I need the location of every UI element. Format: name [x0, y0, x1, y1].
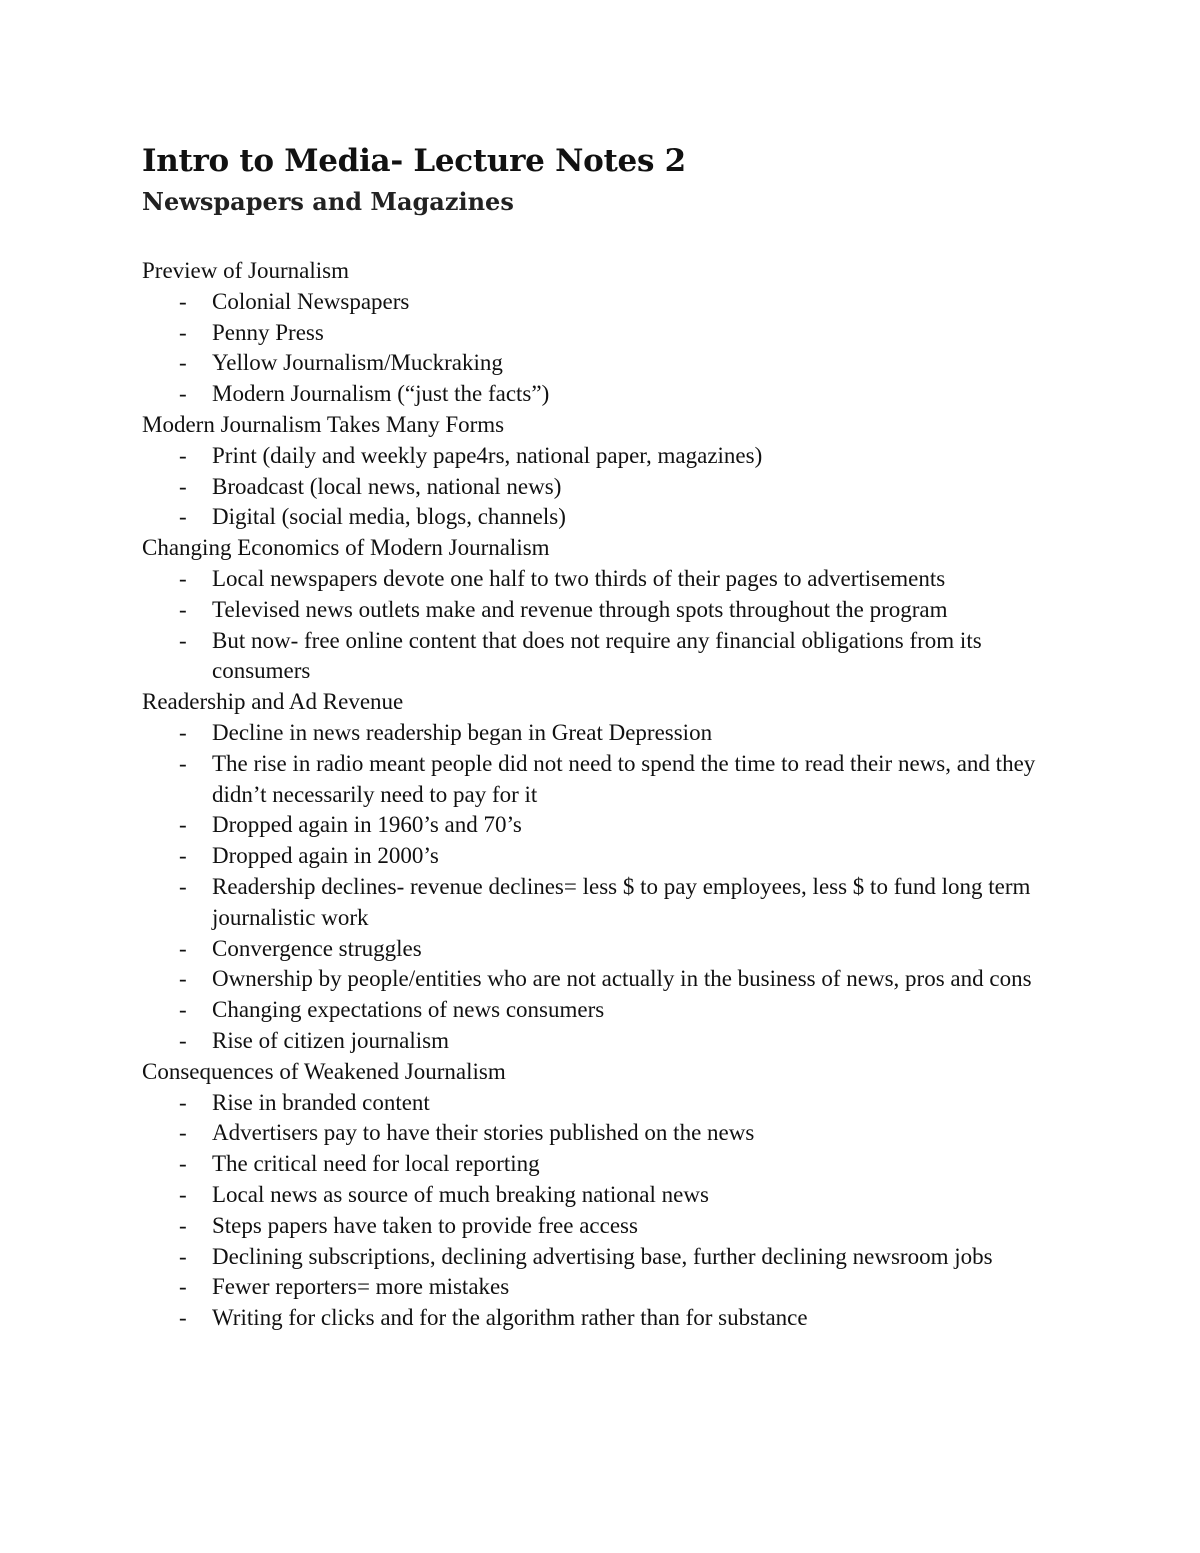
list-item: [142, 810, 1072, 841]
bullet-dash: -: [179, 1181, 187, 1207]
list-item-text: Yellow Journalism/Muckraking: [212, 350, 503, 376]
bullet-dash: -: [179, 381, 187, 407]
list-item-text: Steps papers have taken to provide free access: [212, 1212, 638, 1238]
list-item: [142, 1088, 1072, 1119]
list-item: [142, 595, 1072, 626]
document-subtitle: Newspapers and Magazines: [142, 187, 514, 216]
bullet-dash: -: [179, 627, 187, 653]
list-item-text: Colonial Newspapers: [212, 288, 410, 314]
section-heading: Preview of Journalism: [142, 258, 349, 283]
notes-body: [142, 256, 1072, 1334]
list-item-text: Changing expectations of news consumers: [212, 997, 605, 1023]
list-item-text: Local news as source of much breaking national news: [212, 1181, 709, 1207]
list-item: [142, 379, 1072, 410]
notes-section: [142, 533, 1072, 687]
list-item-text: The rise in radio meant people did not need to spend the time to read their news, and they didn’t necessarily need to pay for it: [212, 750, 1036, 807]
list-item-text: Rise of citizen journalism: [212, 1027, 449, 1053]
list-item: [142, 472, 1072, 503]
bullet-dash: -: [179, 1305, 187, 1331]
list-item-text: Convergence struggles: [212, 935, 422, 961]
bullet-dash: -: [179, 812, 187, 838]
list-item-text: Dropped again in 2000’s: [212, 843, 439, 869]
bullet-dash: -: [179, 966, 187, 992]
list-item: [142, 841, 1072, 872]
notes-section: [142, 1057, 1072, 1334]
notes-section: [142, 687, 1072, 1057]
bullet-list: [142, 1088, 1072, 1334]
bullet-dash: -: [179, 1274, 187, 1300]
list-item-text: Ownership by people/entities who are not actually in the business of news, pros and cons: [212, 966, 1032, 992]
bullet-list: [142, 441, 1072, 533]
list-item: [142, 1149, 1072, 1180]
list-item: [142, 872, 1072, 934]
list-item: [142, 1118, 1072, 1149]
bullet-dash: -: [179, 843, 187, 869]
bullet-dash: -: [179, 319, 187, 345]
bullet-dash: -: [179, 1151, 187, 1177]
section-heading: Readership and Ad Revenue: [142, 689, 404, 715]
bullet-dash: -: [179, 1212, 187, 1238]
document-title: Intro to Media- Lecture Notes 2: [142, 143, 686, 179]
bullet-dash: -: [179, 565, 187, 591]
bullet-dash: -: [179, 997, 187, 1023]
list-item: [142, 964, 1072, 995]
list-item-text: Rise in branded content: [212, 1089, 430, 1115]
list-item-text: Broadcast (local news, national news): [212, 473, 562, 499]
list-item-text: Local newspapers devote one half to two thirds of their pages to advertisements: [212, 565, 946, 591]
list-item: [142, 502, 1072, 533]
list-item: [142, 318, 1072, 349]
notes-section: [142, 410, 1072, 533]
list-item-text: Print (daily and weekly pape4rs, national paper, magazines): [212, 442, 763, 468]
list-item-text: Fewer reporters= more mistakes: [212, 1274, 510, 1300]
list-item: [142, 1242, 1072, 1273]
bullet-list: [142, 564, 1072, 687]
bullet-dash: -: [179, 935, 187, 961]
bullet-dash: -: [179, 1243, 187, 1269]
bullet-dash: -: [179, 442, 187, 468]
bullet-dash: -: [179, 473, 187, 499]
list-item: [142, 934, 1072, 965]
document-page: [142, 138, 1072, 1334]
list-item-text: But now- free online content that does not require any financial obligations from its consumers: [212, 627, 982, 684]
bullet-dash: -: [179, 750, 187, 776]
list-item: [142, 1180, 1072, 1211]
section-heading: Changing Economics of Modern Journalism: [142, 535, 550, 561]
bullet-dash: -: [179, 1120, 187, 1146]
bullet-dash: -: [179, 1089, 187, 1115]
list-item-text: Readership declines- revenue declines= less $ to pay employees, less $ to fund long term journalistic work: [212, 873, 1031, 930]
bullet-dash: -: [179, 504, 187, 530]
bullet-dash: -: [179, 1027, 187, 1053]
bullet-dash: -: [179, 350, 187, 376]
list-item: [142, 718, 1072, 749]
list-item-text: Modern Journalism (“just the facts”): [212, 381, 550, 407]
list-item-text: Declining subscriptions, declining advertising base, further declining newsroom jobs: [212, 1243, 993, 1269]
list-item: [142, 441, 1072, 472]
list-item: [142, 564, 1072, 595]
list-item-text: Penny Press: [212, 319, 324, 345]
bullet-list: [142, 287, 1072, 410]
section-heading: Modern Journalism Takes Many Forms: [142, 411, 505, 437]
list-item-text: Decline in news readership began in Great Depression: [212, 719, 713, 745]
list-item: [142, 995, 1072, 1026]
list-item: [142, 626, 1072, 688]
list-item: [142, 749, 1072, 811]
section-heading: Consequences of Weakened Journalism: [142, 1058, 506, 1084]
bullet-list: [142, 718, 1072, 1057]
bullet-dash: -: [179, 596, 187, 622]
list-item-text: Digital (social media, blogs, channels): [212, 504, 566, 530]
list-item: [142, 1211, 1072, 1242]
list-item-text: The critical need for local reporting: [212, 1151, 540, 1177]
bullet-dash: -: [179, 288, 187, 314]
list-item-text: Dropped again in 1960’s and 70’s: [212, 812, 522, 838]
bullet-dash: -: [179, 873, 187, 899]
bullet-dash: -: [179, 719, 187, 745]
list-item-text: Writing for clicks and for the algorithm rather than for substance: [212, 1305, 808, 1331]
list-item: [142, 348, 1072, 379]
list-item: [142, 1303, 1072, 1334]
list-item: [142, 1026, 1072, 1057]
list-item-text: Advertisers pay to have their stories published on the news: [212, 1120, 755, 1146]
list-item: [142, 1272, 1072, 1303]
list-item-text: Televised news outlets make and revenue through spots throughout the program: [212, 596, 948, 622]
list-item: [142, 287, 1072, 318]
notes-section: [142, 256, 1072, 410]
